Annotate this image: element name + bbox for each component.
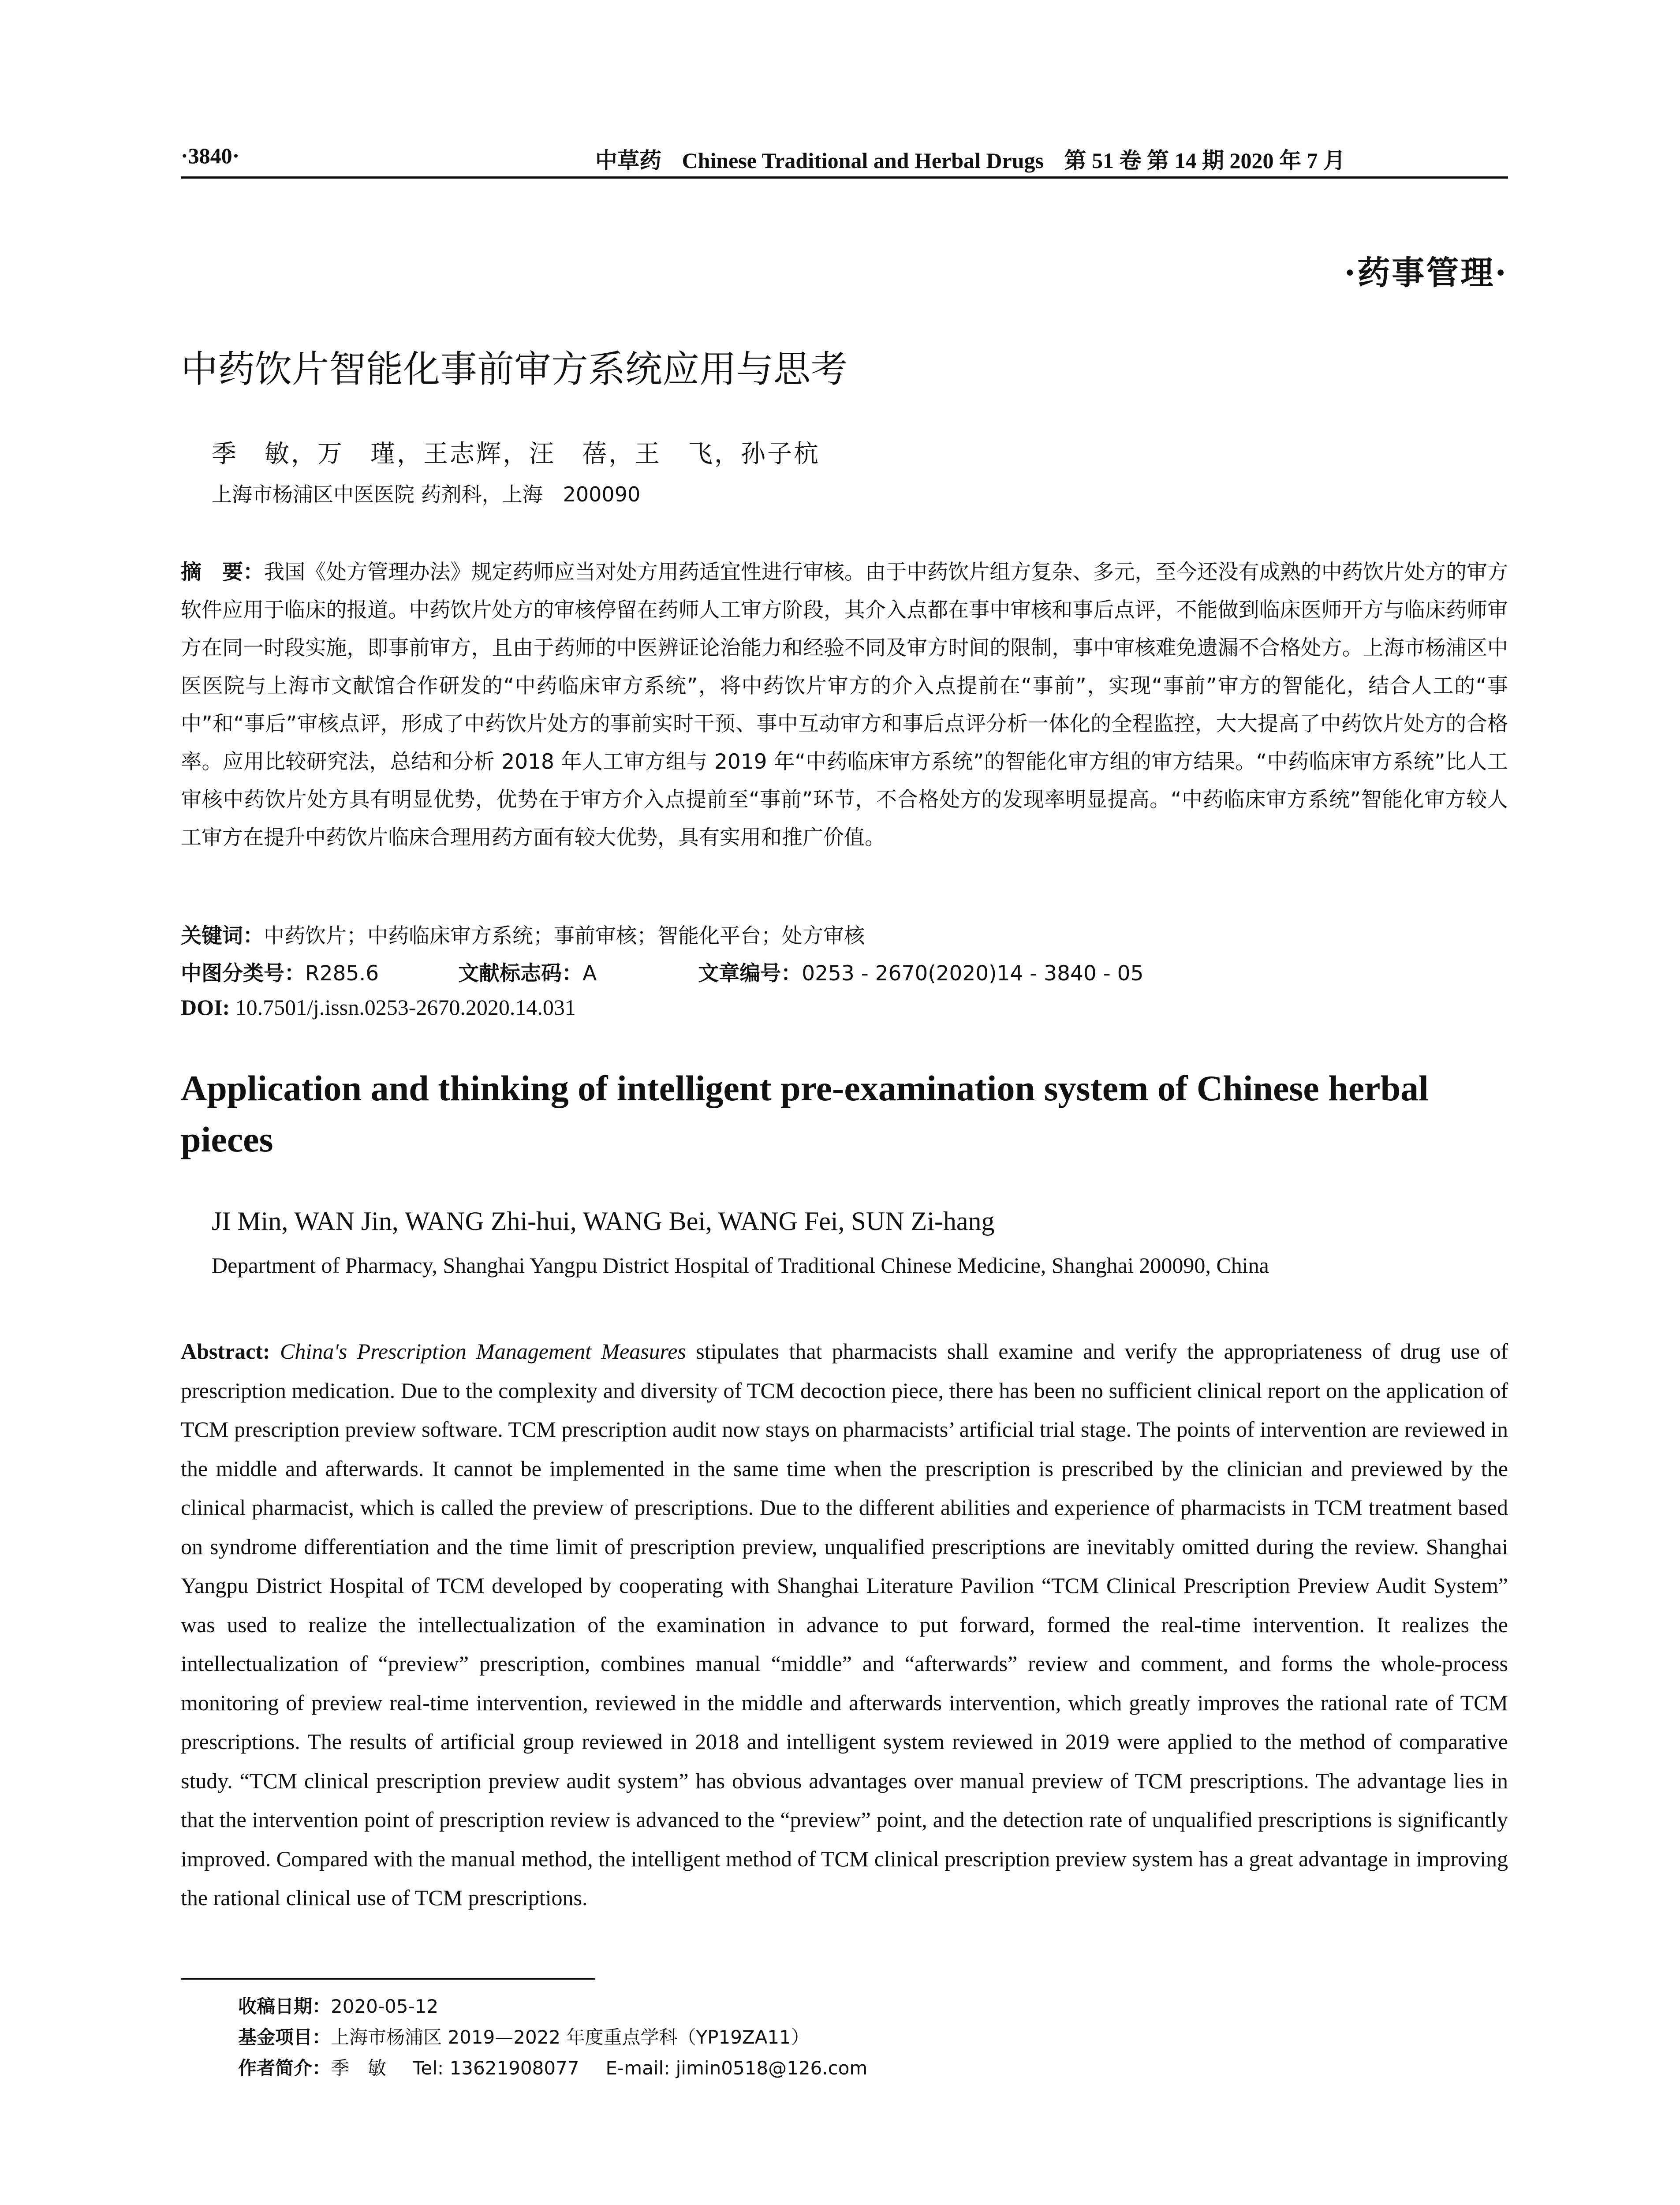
cn-abstract-text: 我国《处方管理办法》规定药师应当对处方用药适宜性进行审核。由于中药饮片组方复杂、多元，至今还没有成熟的中药饮片处方的审方软件应用于临床的报道。中药饮片处方的审核停留在药师人工审方阶段，其介入点都在事中审核和事后点评，不能做到临床医师开方与临床药师审方在同一时段实施，即事前审方，且由于药师的中医辨证论治能力和经验不同及审方时间的限制，事中审核难免遗漏不合格处方。上海市杨浦区中医医院与上海市文献馆合作研发的“中药临床审方系统”，将中药饮片审方的介入点提前在“事前”，实现“事前”审方的智能化，结合人工的“事中”和“事后”审核点评，形成了中药饮片处方的事前实时干预、事中互动审方和事后点评分析一体化的全程监控，大大提高了中药饮片处方的合格率。应用比较研究法，总结和分析 2018 年人工审方组与 2019 年“中药临床审方系统”的智能化审方组的审方结果。“中药临床审方系统”比人工审核中药饮片处方具有明显优势，优势在于审方介入点提前至“事前”环节，不合格处方的发现率明显提高。“中药临床审方系统”智能化审方较人工审方在提升中药饮片临床合理用药方面有较大优势，具有实用和推广价值。 xyxy=(181,560,1508,850)
footnote-received xyxy=(238,1991,867,2022)
clc-label: 中图分类号： xyxy=(181,961,305,986)
fund-value: 上海市杨浦区 2019—2022 年度重点学科（YP19ZA11） xyxy=(331,2026,810,2048)
page-number: ·3840· xyxy=(181,143,240,168)
cn-keywords-text: 中药饮片；中药临床审方系统；事前审核；智能化平台；处方审核 xyxy=(264,924,865,948)
received-label: 收稿日期： xyxy=(238,1996,331,2017)
article-no-value: 0253 - 2670(2020)14 - 3840 - 05 xyxy=(802,961,1144,986)
en-title: Application and thinking of intelligent pre-examination system of Chinese herbal pieces xyxy=(181,1068,1429,1159)
doc-code-value: A xyxy=(582,961,597,986)
cn-title: 中药饮片智能化事前审方系统应用与思考 xyxy=(181,348,848,391)
en-abstract-italic: China's Prescription Management Measures xyxy=(280,1339,686,1364)
cn-abstract xyxy=(181,553,1508,857)
clc-value: R285.6 xyxy=(305,961,379,986)
doi-line xyxy=(181,994,576,1020)
running-head xyxy=(181,140,1508,176)
doi-value[interactable]: 10.7501/j.issn.0253-2670.2020.14.031 xyxy=(235,995,576,1020)
en-abstract xyxy=(181,1332,1508,1917)
journal-name-cn: 中草药 xyxy=(595,148,661,173)
author-email[interactable]: E-mail: jimin0518@126.com xyxy=(605,2057,868,2079)
footnotes xyxy=(238,1991,867,2084)
footnote-author xyxy=(238,2053,867,2084)
en-authors: JI Min, WAN Jin, WANG Zhi-hui, WANG Bei, WANG Fei, SUN Zi-hang xyxy=(212,1207,995,1236)
en-abstract-text: stipulates that pharmacists shall examine and verify the appropriateness of drug use of prescription medication. Due to the complexity and diversity of TCM decoction piece, there has been no sufficient clinical report on the application of TCM prescription preview software. TCM prescription audit now stays on pharmacists’ artificial trial stage. The points of intervention are reviewed in the middle and afterwards. It cannot be implemented in the same time when the prescription is prescribed by the clinician and previewed by the clinical pharmacist, which is called the preview of prescriptions. Due to the different abilities and experience of pharmacists in TCM treatment based on syndrome differentiation and the time limit of prescription preview, unqualified prescriptions are inevitably omitted during the review. Shanghai Yangpu District Hospital of TCM developed by cooperating with Shanghai Literature Pavilion “TCM Clinical Prescription Preview Audit System” was used to realize the intellectualization of the examination in advance to put forward, formed the real-time intervention. It realizes the intellectualization of “preview” prescription, combines manual “middle” and “afterwards” review and comment, and forms the whole-process monitoring of preview real-time intervention, reviewed in the middle and afterwards intervention, which greatly improves the rational rate of TCM prescriptions. The results of artificial group reviewed in 2018 and intelligent system reviewed in 2019 were applied to the method of comparative study. “TCM clinical prescription preview audit system” has obvious advantages over manual preview of TCM prescriptions. The advantage lies in that the intervention point of prescription review is advanced to the “preview” point, and the detection rate of unqualified prescriptions is significantly improved. Compared with the manual method, the intelligent method of TCM clinical prescription preview system has a great advantage in improving the rational clinical use of TCM prescriptions. xyxy=(181,1339,1508,1910)
received-date: 2020-05-12 xyxy=(331,1996,439,2017)
footnote-fund xyxy=(238,2022,867,2053)
footnote-rule xyxy=(181,1978,595,1980)
en-affiliation: Department of Pharmacy, Shanghai Yangpu District Hospital of Traditional Chinese Medicine, Shanghai 200090, China xyxy=(212,1253,1269,1278)
author-bio-name: 季 敏 xyxy=(331,2057,387,2079)
article-no-label: 文章编号： xyxy=(698,961,802,986)
journal-name xyxy=(595,143,1345,175)
cn-keywords-label: 关键词： xyxy=(181,924,264,948)
journal-name-en: Chinese Traditional and Herbal Drugs xyxy=(682,148,1044,173)
author-bio-label: 作者简介： xyxy=(238,2057,331,2079)
doi-label: DOI: xyxy=(181,995,230,1020)
en-abstract-label: Abstract: xyxy=(181,1339,270,1364)
section-tag: ·药事管理· xyxy=(1344,254,1508,292)
cn-authors: 季 敏，万 瑾，王志辉，汪 蓓，王 飞，孙子杭 xyxy=(212,440,820,468)
cn-affiliation: 上海市杨浦区中医医院 药剂科，上海 200090 xyxy=(212,482,641,506)
author-tel: Tel: 13621908077 xyxy=(413,2057,579,2079)
cn-classification-line xyxy=(181,957,1143,987)
journal-issue: 第 51 卷 第 14 期 2020 年 7 月 xyxy=(1064,148,1345,173)
cn-keywords xyxy=(181,919,865,949)
doc-code-label: 文献标志码： xyxy=(458,961,583,986)
fund-label: 基金项目： xyxy=(238,2026,331,2048)
cn-abstract-label: 摘 要： xyxy=(181,560,264,584)
header-rule xyxy=(181,176,1508,179)
